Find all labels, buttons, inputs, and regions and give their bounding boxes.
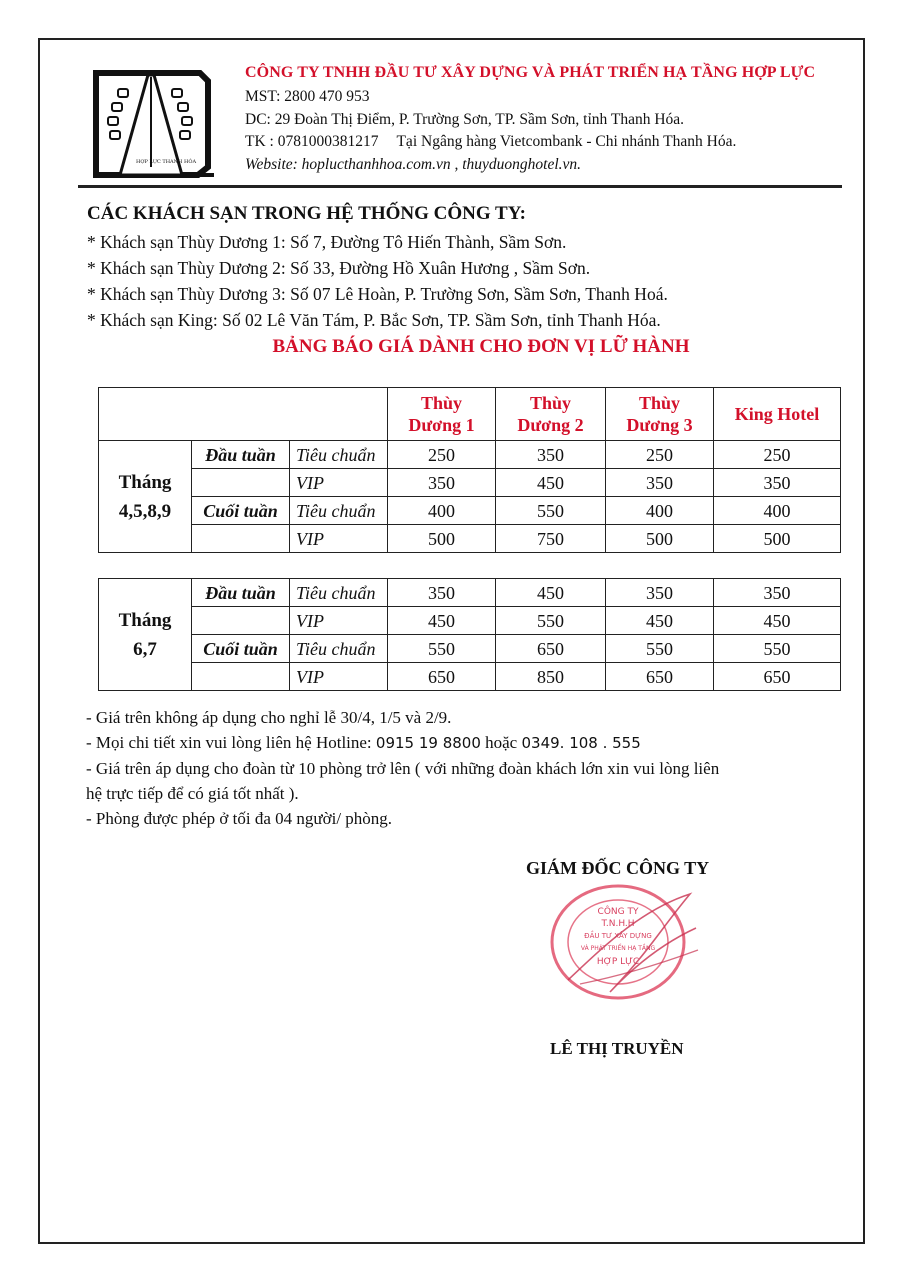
table-row (99, 635, 841, 663)
company-address: DC: 29 Đoàn Thị Điểm, P. Trường Sơn, TP. Sầm Sơn, tỉnh Thanh Hóa. (245, 110, 685, 128)
price-cell: 550 (496, 497, 606, 525)
note-group-size: - Giá trên áp dụng cho đoàn từ 10 phòng trở lên ( với những đoàn khách lớn xin vui lòng liên hệ trực tiếp để có giá tốt nhất ). (86, 759, 720, 803)
column-header-thuy-duong-2: Thùy Dương 2 (496, 388, 606, 441)
month-cell: Tháng 4,5,8,9 (99, 441, 192, 553)
period-label-empty (192, 607, 290, 635)
price-cell: 400 (606, 497, 714, 525)
price-cell: 250 (714, 441, 841, 469)
period-label-empty (192, 525, 290, 553)
header-divider (78, 185, 842, 188)
month-cell: Tháng 6,7 (99, 579, 192, 691)
price-cell: 650 (714, 663, 841, 691)
period-label-empty (192, 663, 290, 691)
room-type: Tiêu chuẩn (290, 497, 388, 525)
room-type: VIP (290, 663, 388, 691)
bank-name: Tại Ngâng hàng Vietcombank - Chi nhánh Thanh Hóa. (396, 133, 737, 150)
tax-code: MST: 2800 470 953 (245, 88, 370, 105)
column-header-thuy-duong-3: Thùy Dương 3 (606, 388, 714, 441)
hotel-item: * Khách sạn Thùy Dương 1: Số 7, Đường Tô Hiến Thành, Sầm Sơn. (87, 232, 567, 252)
signer-name: LÊ THỊ TRUYỀN (550, 1039, 684, 1058)
price-cell: 500 (714, 525, 841, 553)
price-cell: 450 (388, 607, 496, 635)
hotline-number: 0349. 108 . 555 (521, 734, 641, 752)
svg-text:VÀ PHÁT TRIỂN HẠ TẦNG: VÀ PHÁT TRIỂN HẠ TẦNG (580, 945, 656, 952)
table-header-row (99, 388, 841, 441)
table-row (99, 497, 841, 525)
svg-text:HỢP LỰC: HỢP LỰC (596, 957, 640, 967)
price-cell: 550 (714, 635, 841, 663)
header-blank-cell (99, 388, 388, 441)
price-cell: 550 (606, 635, 714, 663)
period-label-empty (192, 469, 290, 497)
hotline-number: 0915 19 8800 (375, 734, 481, 752)
table-row (99, 579, 841, 607)
hotel-item: * Khách sạn King: Số 02 Lê Văn Tám, P. Bắc Sơn, TP. Sầm Sơn, tỉnh Thanh Hóa. (87, 310, 661, 330)
price-cell: 350 (496, 441, 606, 469)
price-cell: 550 (388, 635, 496, 663)
svg-text:HỢP LỰC THANH HÓA: HỢP LỰC THANH HÓA (136, 159, 197, 165)
table-row (99, 663, 841, 691)
price-cell: 350 (714, 579, 841, 607)
price-cell: 450 (714, 607, 841, 635)
svg-text:T.N.H.H: T.N.H.H (601, 919, 635, 929)
hotel-list (87, 203, 847, 333)
company-stamp-icon (540, 880, 700, 1010)
room-type: VIP (290, 525, 388, 553)
price-cell: 450 (496, 579, 606, 607)
column-header-thuy-duong-1: Thùy Dương 1 (388, 388, 496, 441)
price-cell: 500 (606, 525, 714, 553)
price-table-title: BẢNG BÁO GIÁ DÀNH CHO ĐƠN VỊ LỮ HÀNH (272, 336, 690, 357)
price-cell: 500 (388, 525, 496, 553)
table-row (99, 525, 841, 553)
price-table-block-2 (98, 578, 841, 691)
svg-text:ĐẦU TƯ XÂY DỰNG: ĐẦU TƯ XÂY DỰNG (584, 932, 652, 940)
hotel-list-title: CÁC KHÁCH SẠN TRONG HỆ THỐNG CÔNG TY: (87, 203, 527, 224)
price-cell: 450 (606, 607, 714, 635)
price-cell: 350 (606, 579, 714, 607)
price-cell: 400 (714, 497, 841, 525)
price-cell: 750 (496, 525, 606, 553)
company-logo-icon (90, 67, 214, 179)
price-table-block-1 (98, 387, 841, 553)
price-cell: 350 (714, 469, 841, 497)
table-row (99, 441, 841, 469)
price-cell: 400 (388, 497, 496, 525)
note-room-capacity: - Phòng được phép ở tối đa 04 người/ phòng. (86, 809, 393, 828)
company-info (245, 64, 855, 176)
price-cell: 250 (606, 441, 714, 469)
period-label: Cuối tuần (192, 635, 290, 663)
table-row (99, 469, 841, 497)
hotel-item: * Khách sạn Thùy Dương 3: Số 07 Lê Hoàn, P. Trường Sơn, Sầm Sơn, Thanh Hoá. (87, 284, 668, 304)
column-header-king-hotel: King Hotel (714, 388, 841, 441)
period-label: Đầu tuần (192, 441, 290, 469)
room-type: VIP (290, 469, 388, 497)
notes-section (86, 705, 846, 831)
price-cell: 650 (496, 635, 606, 663)
price-cell: 250 (388, 441, 496, 469)
signature-title: GIÁM ĐỐC CÔNG TY (526, 858, 710, 878)
price-cell: 650 (388, 663, 496, 691)
svg-text:CÔNG TY: CÔNG TY (597, 907, 639, 917)
price-cell: 350 (388, 469, 496, 497)
price-cell: 350 (606, 469, 714, 497)
room-type: Tiêu chuẩn (290, 441, 388, 469)
period-label: Đầu tuần (192, 579, 290, 607)
table-row (99, 607, 841, 635)
price-cell: 850 (496, 663, 606, 691)
price-cell: 350 (388, 579, 496, 607)
bank-account-line (245, 131, 855, 154)
price-cell: 450 (496, 469, 606, 497)
price-cell: 550 (496, 607, 606, 635)
note-holidays: - Giá trên không áp dụng cho nghỉ lễ 30/4, 1/5 và 2/9. (86, 708, 452, 727)
company-website: Website: hoplucthanhhoa.com.vn , thuyduonghotel.vn. (245, 155, 582, 173)
company-name: CÔNG TY TNHH ĐẦU TƯ XÂY DỰNG VÀ PHÁT TRIỂN HẠ TẦNG HỢP LỰC (245, 64, 816, 81)
bank-account: TK : 0781000381217 (245, 133, 379, 150)
period-label: Cuối tuần (192, 497, 290, 525)
room-type: Tiêu chuẩn (290, 579, 388, 607)
note-hotline: - Mọi chi tiết xin vui lòng liên hệ Hotline: 0915 19 8800 hoặc 0349. 108 . 555 (86, 733, 641, 752)
room-type: Tiêu chuẩn (290, 635, 388, 663)
room-type: VIP (290, 607, 388, 635)
hotel-item: * Khách sạn Thùy Dương 2: Số 33, Đường Hồ Xuân Hương , Sầm Sơn. (87, 258, 591, 278)
price-cell: 650 (606, 663, 714, 691)
